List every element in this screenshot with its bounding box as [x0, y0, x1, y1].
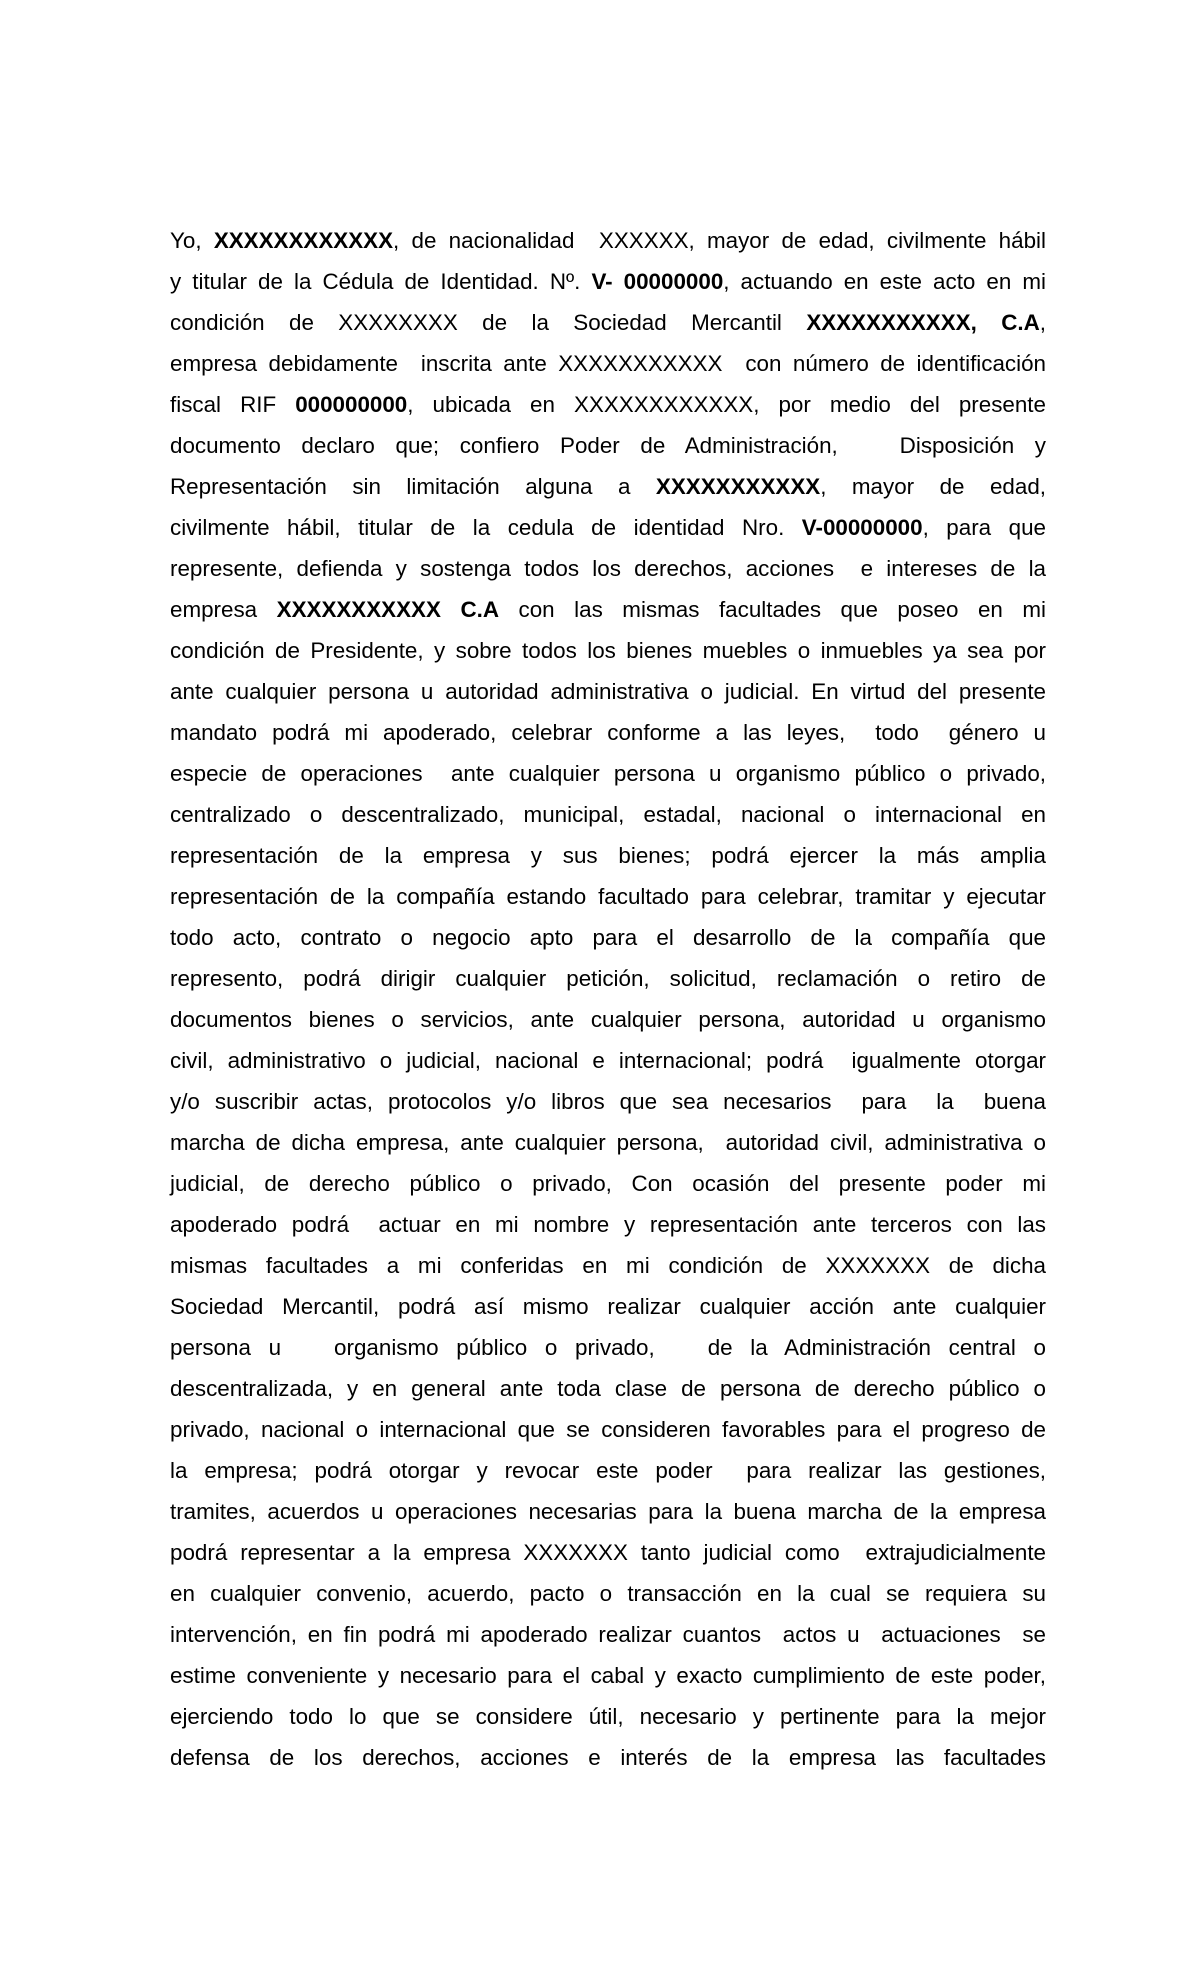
text-segment: y/o suscribir actas, protocolos y/o libros que sea necesarios para la buena: [170, 1089, 1046, 1114]
text-line: [170, 1409, 1046, 1450]
text-segment: tramites, acuerdos u operaciones necesarias para la buena marcha de la empresa: [170, 1499, 1046, 1524]
text-line: [170, 630, 1046, 671]
text-segment: y titular de la Cédula de Identidad. Nº.: [170, 269, 592, 294]
text-segment: represento, podrá dirigir cualquier petición, solicitud, reclamación o retiro de: [170, 966, 1046, 991]
text-line: [170, 835, 1046, 876]
text-segment: apoderado podrá actuar en mi nombre y representación ante terceros con las: [170, 1212, 1046, 1237]
text-segment: descentralizada, y en general ante toda clase de persona de derecho público o: [170, 1376, 1046, 1401]
bold-text-segment: XXXXXXXXXXX: [655, 474, 821, 499]
text-line: [170, 1081, 1046, 1122]
text-line: [170, 1737, 1046, 1778]
text-segment: defensa de los derechos, acciones e interés de la empresa las facultades: [170, 1745, 1046, 1770]
text-segment: todo acto, contrato o negocio apto para el desarrollo de la compañía que: [170, 925, 1046, 950]
text-segment: podrá representar a la empresa XXXXXXX tanto judicial como extrajudicialmente: [170, 1540, 1046, 1565]
text-segment: ante cualquier persona u autoridad administrativa o judicial. En virtud del presente: [170, 679, 1046, 704]
text-segment: representación de la empresa y sus bienes; podrá ejercer la más amplia: [170, 843, 1046, 868]
text-segment: la empresa; podrá otorgar y revocar este poder para realizar las gestiones,: [170, 1458, 1046, 1483]
text-line: [170, 1696, 1046, 1737]
text-line: [170, 753, 1046, 794]
text-line: [170, 261, 1046, 302]
text-segment: documento declaro que; confiero Poder de Administración, Disposición y: [170, 433, 1046, 458]
text-segment: ejerciendo todo lo que se considere útil, necesario y pertinente para la mejor: [170, 1704, 1046, 1729]
text-segment: empresa debidamente inscrita ante XXXXXXXXXXX con número de identificación: [170, 351, 1046, 376]
text-segment: , de nacionalidad XXXXXX, mayor de edad, civilmente hábil: [393, 228, 1046, 253]
text-line: [170, 1122, 1046, 1163]
text-segment: represente, defienda y sostenga todos los derechos, acciones e intereses de la: [170, 556, 1046, 581]
text-segment: documentos bienes o servicios, ante cualquier persona, autoridad u organismo: [170, 1007, 1046, 1032]
text-line: [170, 302, 1046, 343]
text-segment: judicial, de derecho público o privado, Con ocasión del presente poder mi: [170, 1171, 1046, 1196]
text-line: [170, 425, 1046, 466]
bold-text-segment: V- 00000000: [591, 269, 724, 294]
text-segment: persona u organismo público o privado, de la Administración central o: [170, 1335, 1046, 1360]
text-segment: , ubicada en XXXXXXXXXXXX, por medio del presente: [407, 392, 1046, 417]
text-line: [170, 999, 1046, 1040]
text-segment: con las mismas facultades que poseo en mi: [499, 597, 1047, 622]
text-segment: Representación sin limitación alguna a: [170, 474, 656, 499]
bold-text-segment: XXXXXXXXXXXX: [213, 228, 394, 253]
text-line: [170, 507, 1046, 548]
text-line: [170, 1368, 1046, 1409]
text-line: [170, 589, 1046, 630]
text-segment: , mayor de edad,: [820, 474, 1047, 499]
text-line: [170, 958, 1046, 999]
text-line: [170, 466, 1046, 507]
text-line: [170, 1204, 1046, 1245]
text-segment: mandato podrá mi apoderado, celebrar conforme a las leyes, todo género u: [170, 720, 1046, 745]
text-segment: estime conveniente y necesario para el cabal y exacto cumplimiento de este poder,: [170, 1663, 1046, 1688]
text-segment: condición de XXXXXXXX de la Sociedad Mercantil: [170, 310, 807, 335]
text-line: [170, 917, 1046, 958]
text-line: [170, 1163, 1046, 1204]
text-segment: en cualquier convenio, acuerdo, pacto o transacción en la cual se requiera su: [170, 1581, 1046, 1606]
text-line: [170, 384, 1046, 425]
text-line: [170, 1655, 1046, 1696]
text-segment: civil, administrativo o judicial, nacional e internacional; podrá igualmente otorgar: [170, 1048, 1046, 1073]
text-segment: empresa: [170, 597, 277, 622]
text-line: [170, 794, 1046, 835]
bold-text-segment: 000000000: [295, 392, 408, 417]
text-line: [170, 1245, 1046, 1286]
text-segment: privado, nacional o internacional que se consideren favorables para el progreso de: [170, 1417, 1046, 1442]
text-line: [170, 1327, 1046, 1368]
bold-text-segment: XXXXXXXXXXX, C.A: [806, 310, 1040, 335]
text-line: [170, 343, 1046, 384]
text-segment: Sociedad Mercantil, podrá así mismo realizar cualquier acción ante cualquier: [170, 1294, 1046, 1319]
text-segment: Yo,: [170, 228, 214, 253]
text-line: [170, 1532, 1046, 1573]
text-segment: centralizado o descentralizado, municipal, estadal, nacional o internacional en: [170, 802, 1046, 827]
text-line: [170, 1040, 1046, 1081]
text-segment: intervención, en fin podrá mi apoderado realizar cuantos actos u actuaciones se: [170, 1622, 1046, 1647]
text-line: [170, 1573, 1046, 1614]
text-line: [170, 220, 1046, 261]
bold-text-segment: V-00000000: [801, 515, 923, 540]
text-line: [170, 1491, 1046, 1532]
text-line: [170, 712, 1046, 753]
text-segment: ,: [1039, 310, 1047, 335]
text-line: [170, 876, 1046, 917]
text-segment: , actuando en este acto en mi: [723, 269, 1047, 294]
text-segment: especie de operaciones ante cualquier persona u organismo público o privado,: [170, 761, 1046, 786]
text-segment: civilmente hábil, titular de la cedula de identidad Nro.: [170, 515, 802, 540]
text-segment: , para que: [922, 515, 1046, 540]
text-segment: marcha de dicha empresa, ante cualquier persona, autoridad civil, administrativa o: [170, 1130, 1046, 1155]
text-line: [170, 1450, 1046, 1491]
text-segment: mismas facultades a mi conferidas en mi condición de XXXXXXX de dicha: [170, 1253, 1046, 1278]
text-line: [170, 548, 1046, 589]
text-line: [170, 1286, 1046, 1327]
text-segment: representación de la compañía estando facultado para celebrar, tramitar y ejecutar: [170, 884, 1046, 909]
document-body: [170, 220, 1046, 1778]
bold-text-segment: XXXXXXXXXXX C.A: [276, 597, 500, 622]
text-segment: condición de Presidente, y sobre todos los bienes muebles o inmuebles ya sea por: [170, 638, 1046, 663]
text-segment: fiscal RIF: [170, 392, 296, 417]
text-line: [170, 671, 1046, 712]
text-line: [170, 1614, 1046, 1655]
